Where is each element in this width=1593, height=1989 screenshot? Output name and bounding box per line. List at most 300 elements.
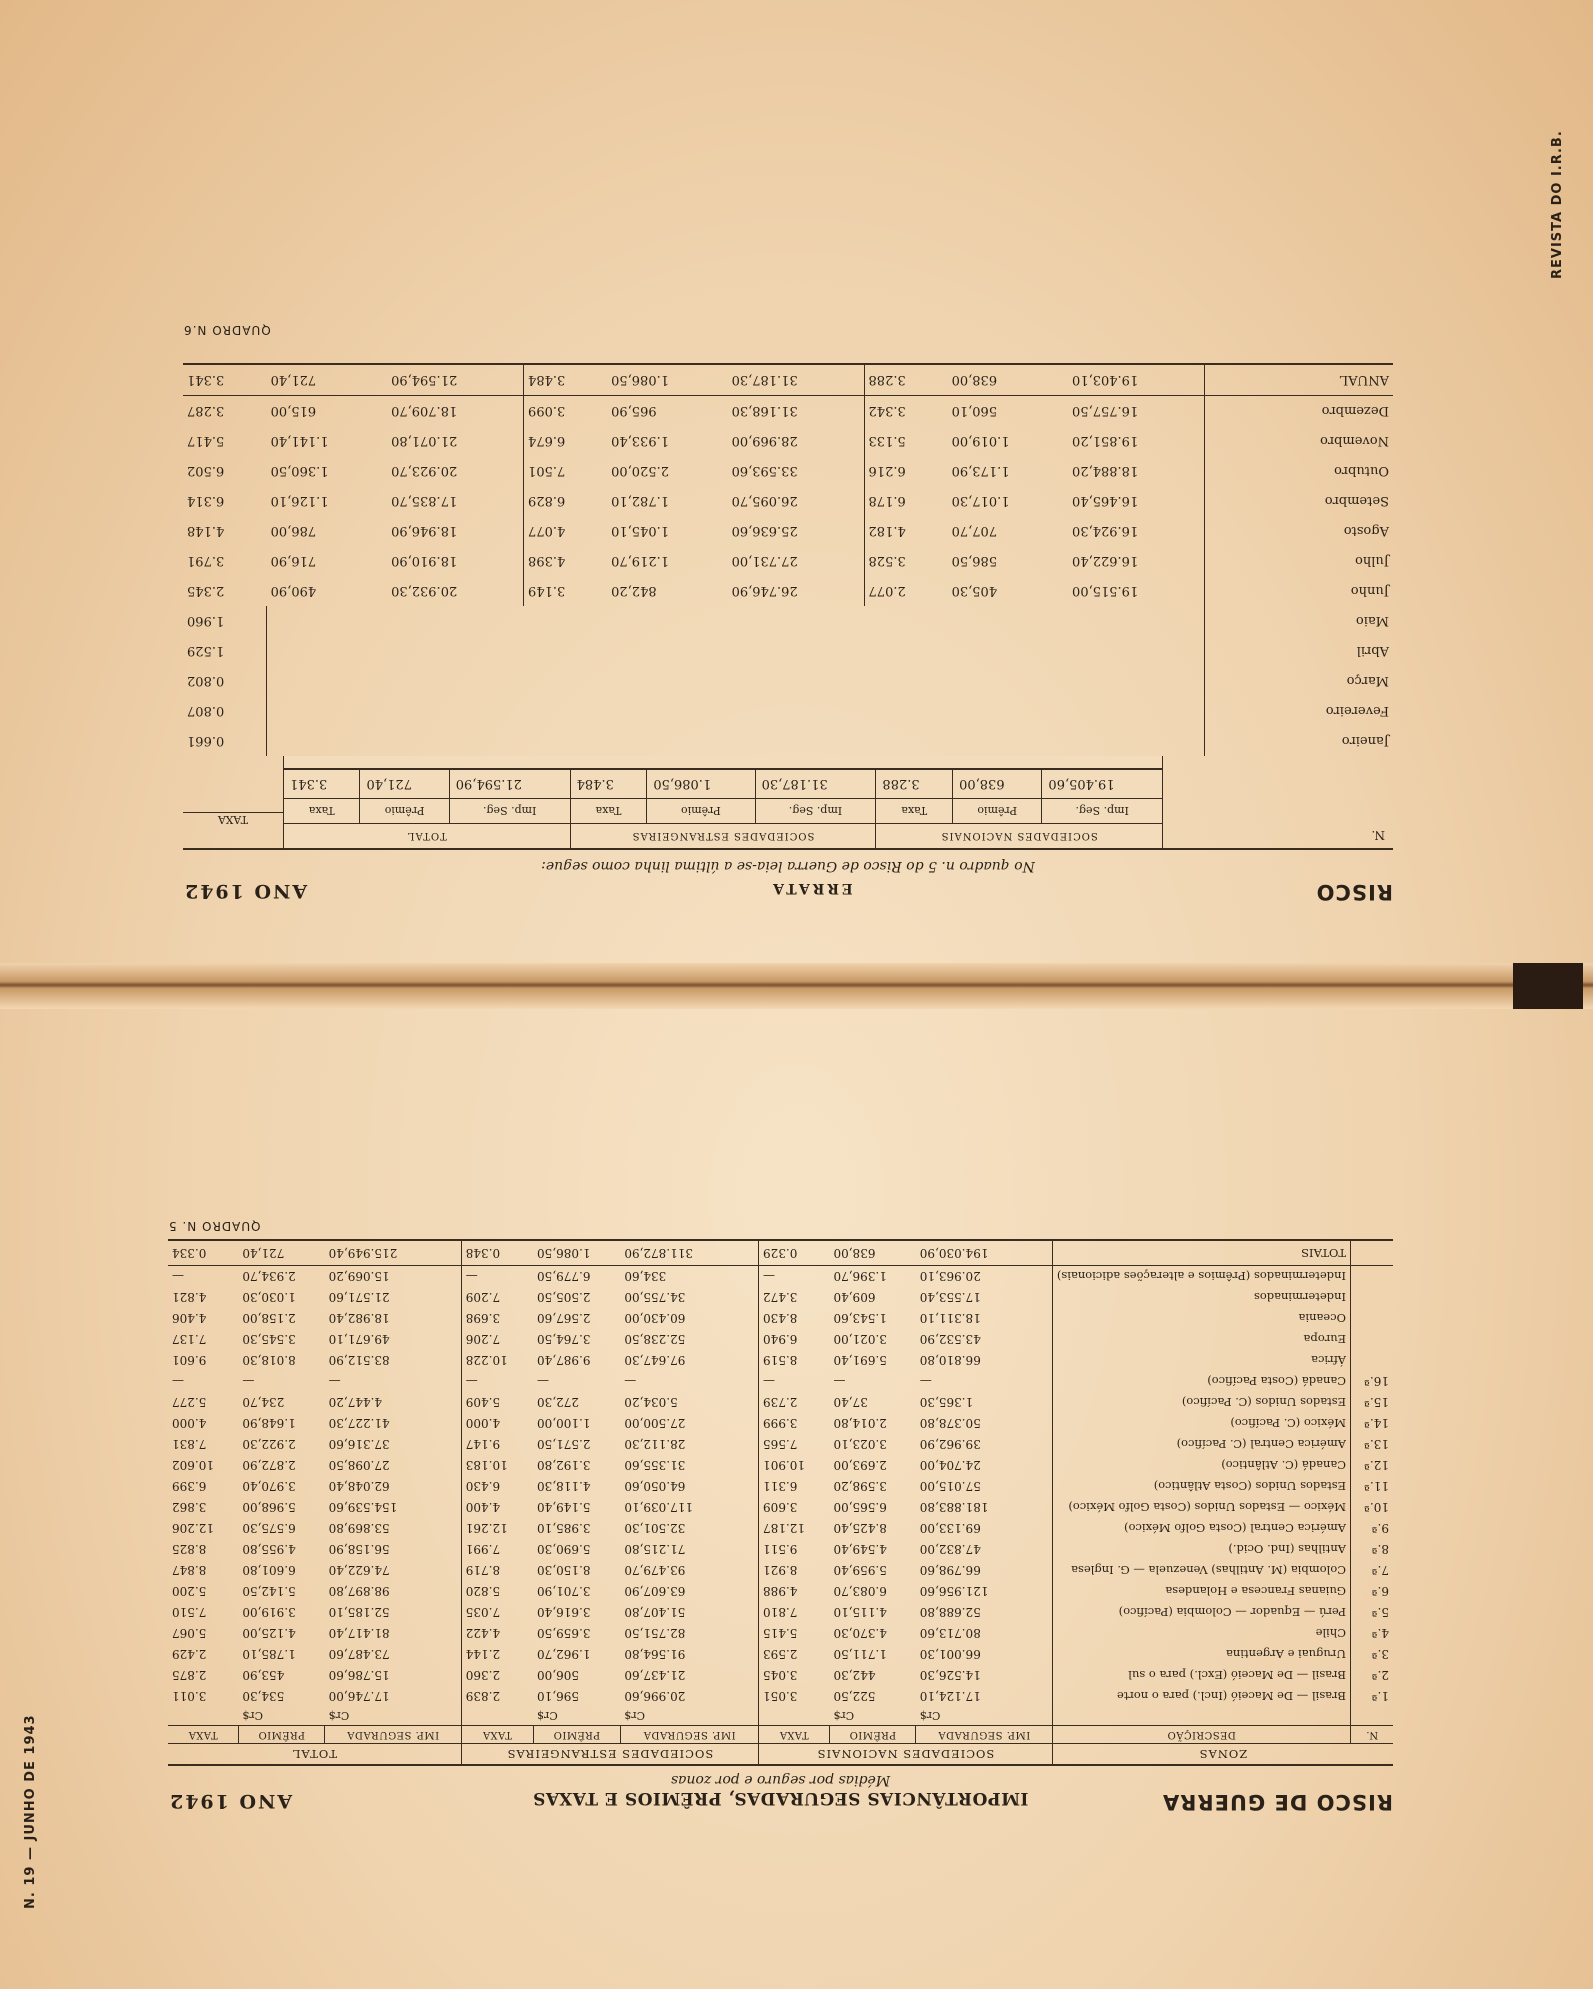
value-cell: 6.601,80: [242, 1563, 296, 1578]
value-cell: 3.011: [172, 1689, 207, 1704]
column-header: PRÊMIO: [829, 1726, 915, 1744]
value-cell: 2.520,00: [611, 463, 669, 479]
value-cell: 2.693,00: [833, 1458, 887, 1473]
value-cell: 2.144: [461, 1644, 533, 1665]
month-label: Julho: [1205, 546, 1394, 576]
month-label: Outubro: [1205, 456, 1394, 486]
value-cell: 8.018,30: [242, 1353, 296, 1368]
table-row: [168, 1371, 1393, 1392]
zone-number: 9.ª: [1351, 1518, 1394, 1539]
value-cell: 17.835,70: [391, 493, 458, 509]
value-cell: 91.564,80: [624, 1647, 686, 1662]
cell-empty: [461, 1707, 533, 1726]
q5-heading-left: RISCO DE GUERRA: [1162, 1790, 1393, 1814]
month-label: Junho: [1205, 576, 1394, 606]
total-cell: 0.348: [461, 1240, 533, 1266]
value-cell: 490,90: [270, 583, 317, 599]
value-cell: 37,40: [833, 1395, 868, 1410]
taxa-cell: 4.148: [187, 523, 225, 539]
value-cell: 1.785,10: [242, 1647, 296, 1662]
value-cell: 154.539,60: [328, 1500, 398, 1515]
value-cell: 5.959,40: [833, 1563, 887, 1578]
month-row: [183, 576, 1393, 606]
value-cell: 3.342: [864, 396, 948, 427]
value-cell: 522,50: [833, 1689, 876, 1704]
total-cell: 0.334: [168, 1240, 238, 1266]
value-cell: 9.987,40: [537, 1353, 591, 1368]
value-cell: 8.519: [759, 1350, 830, 1371]
zone-description: Antilhas (Ind. Ocid.): [1052, 1539, 1350, 1560]
taxa-cell: 6.502: [187, 463, 225, 479]
value-cell: 1.360,50: [270, 463, 329, 479]
cell-empty: [1351, 1707, 1394, 1726]
cell-empty: [1052, 1707, 1350, 1726]
column-header: Imp. Seg.: [449, 799, 570, 824]
month-label: Fevereiro: [1205, 696, 1394, 726]
column-header: TAXA: [461, 1726, 533, 1744]
value-cell: 2.839: [461, 1686, 533, 1707]
table-row: [168, 1308, 1393, 1329]
value-cell: 786,00: [270, 523, 317, 539]
zone-description: México — Estados Unidos (Costa Golfo México): [1052, 1497, 1350, 1518]
value-cell: 4.370,30: [833, 1626, 887, 1641]
month-row: [183, 396, 1393, 427]
value-cell: 66.810,80: [919, 1353, 981, 1368]
value-cell: 1.030,30: [242, 1290, 296, 1305]
value-cell: 615,00: [270, 403, 317, 419]
value-cell: 6.216: [864, 456, 948, 486]
total-cell: 721,40: [238, 1240, 324, 1266]
value-cell: 3.862: [172, 1500, 207, 1515]
table-row: [168, 1476, 1393, 1497]
value-cell: 3.023,10: [833, 1437, 887, 1452]
value-cell: 7.565: [759, 1434, 830, 1455]
value-cell: 8.425,40: [833, 1521, 887, 1536]
value-cell: 15.069,20: [328, 1269, 390, 1284]
value-cell: 716,90: [270, 553, 317, 569]
value-cell: 52.238,50: [624, 1332, 686, 1347]
value-cell: 5.149,40: [537, 1500, 591, 1515]
group-header: TOTAL: [284, 824, 570, 850]
zone-description: Estados Unidos (C. Pacífico): [1052, 1392, 1350, 1413]
value-cell: 63.607,90: [624, 1584, 686, 1599]
zone-number: 6.ª: [1351, 1581, 1394, 1602]
value-cell: 3.985,10: [537, 1521, 591, 1536]
zone-description: Europa: [1052, 1329, 1350, 1350]
running-head-right: REVISTA DO I.R.B.: [1550, 130, 1565, 279]
value-cell: 2.077: [864, 576, 948, 606]
zone-number: [1351, 1329, 1394, 1350]
value-cell: 64.050,60: [624, 1479, 686, 1494]
value-cell: 2.567,60: [537, 1311, 591, 1326]
value-cell: 6.430: [461, 1476, 533, 1497]
cell-empty: [267, 726, 1205, 756]
value-cell: 25.636,60: [731, 523, 798, 539]
value-cell: 506,00: [537, 1668, 580, 1683]
zone-description: Perú — Equador — Colombia (Pacífico): [1052, 1602, 1350, 1623]
value-cell: 49.671,10: [328, 1332, 390, 1347]
zone-number: 10.ª: [1351, 1497, 1394, 1518]
value-cell: 80.713,60: [919, 1626, 981, 1641]
value-cell: 16.465,40: [1072, 493, 1139, 509]
value-cell: 18.982,40: [328, 1311, 390, 1326]
value-cell: 6.829: [524, 486, 608, 516]
value-cell: 6.399: [172, 1479, 207, 1494]
table-row: [168, 1392, 1393, 1413]
value-cell: 10.602: [172, 1458, 214, 1473]
table-row: [168, 1287, 1393, 1308]
value-cell: 98.897,80: [328, 1584, 390, 1599]
quadro-6: [183, 323, 1393, 904]
month-row: [183, 426, 1393, 456]
errata-heading: ERRATA: [770, 880, 853, 896]
table-row: [168, 1497, 1393, 1518]
value-cell: 4.447,20: [328, 1395, 383, 1410]
value-cell: 7.510: [172, 1605, 207, 1620]
errata-cell: 1.086,50: [647, 769, 755, 799]
zone-number: 12.ª: [1351, 1455, 1394, 1476]
column-header: IMP. SEGURADA: [620, 1726, 758, 1744]
total-cell: 0.329: [759, 1240, 830, 1266]
column-header: Taxa: [876, 799, 953, 824]
errata-cell: 721,40: [360, 769, 449, 799]
value-cell: 4.115,10: [833, 1605, 887, 1620]
value-cell: 8.430: [759, 1308, 830, 1329]
total-cell: 311.872,90: [620, 1240, 758, 1266]
zone-number: [1351, 1266, 1394, 1288]
value-cell: 1.100,00: [537, 1416, 591, 1431]
value-cell: 4.406: [172, 1311, 207, 1326]
currency-label: Cr$: [624, 1709, 645, 1723]
zone-number: 15.ª: [1351, 1392, 1394, 1413]
value-cell: 5.409: [461, 1392, 533, 1413]
value-cell: 842,20: [611, 583, 657, 599]
value-cell: 4.400: [461, 1497, 533, 1518]
table-row: [168, 1539, 1393, 1560]
table-row: [168, 1455, 1393, 1476]
value-cell: 21.594,90: [387, 364, 523, 396]
value-cell: 1.173,90: [951, 463, 1010, 479]
zone-description: Estados Unidos (Costa Atlântico): [1052, 1476, 1350, 1497]
currency-row: [168, 1707, 1393, 1726]
value-cell: —: [759, 1266, 830, 1288]
currency-label: Cr$: [919, 1709, 941, 1723]
value-cell: 69.133,00: [919, 1521, 981, 1536]
value-cell: 5.691,40: [833, 1353, 887, 1368]
value-cell: 17.553,40: [919, 1290, 981, 1305]
value-cell: —: [328, 1374, 341, 1389]
column-header: TAXA: [759, 1726, 830, 1744]
value-cell: 81.417,40: [328, 1626, 390, 1641]
value-cell: 41.227,30: [328, 1416, 390, 1431]
value-cell: 52.688,80: [919, 1605, 981, 1620]
value-cell: 2.571,50: [537, 1437, 591, 1452]
month-row: [183, 726, 1393, 756]
value-cell: 721,40: [267, 364, 387, 396]
value-cell: 93.479,70: [624, 1563, 686, 1578]
currency-label: Cr$: [833, 1709, 855, 1723]
value-cell: 2.505,50: [537, 1290, 591, 1305]
value-cell: 19.403,10: [1068, 364, 1204, 396]
value-cell: 97.647,30: [624, 1353, 686, 1368]
taxa-cell: 3.791: [187, 553, 225, 569]
taxa-cell: 3.341: [183, 364, 267, 396]
value-cell: 3.999: [759, 1413, 830, 1434]
value-cell: —: [537, 1374, 550, 1389]
value-cell: 32.501,30: [624, 1521, 686, 1536]
cell-empty: [1351, 1240, 1394, 1266]
value-cell: 6.083,70: [833, 1584, 887, 1599]
value-cell: 121.956,60: [919, 1584, 989, 1599]
month-label: Março: [1205, 666, 1394, 696]
value-cell: 1.219,70: [611, 553, 669, 569]
table-row: [168, 1518, 1393, 1539]
value-cell: 2.739: [759, 1392, 830, 1413]
cell-empty: [168, 1707, 238, 1726]
value-cell: 18.946,90: [391, 523, 458, 539]
value-cell: 3.528: [864, 546, 948, 576]
month-row: [183, 636, 1393, 666]
value-cell: 18.311,10: [919, 1311, 981, 1326]
month-label: Dezembro: [1205, 396, 1394, 427]
zone-number: 3.ª: [1351, 1644, 1394, 1665]
errata-cell: 3.341: [284, 769, 360, 799]
month-label: ANUAL: [1205, 364, 1394, 396]
value-cell: 5.820: [461, 1581, 533, 1602]
taxa-cell: 0.802: [187, 673, 225, 689]
value-cell: 17.746,00: [328, 1689, 390, 1704]
zone-description: México (C. Pacífico): [1052, 1413, 1350, 1434]
value-cell: 7.831: [172, 1437, 207, 1452]
q6-heading-right: ANO 1942: [183, 880, 308, 902]
value-cell: 66.001,30: [919, 1647, 981, 1662]
value-cell: 31.187,30: [728, 364, 864, 396]
currency-label: Cr$: [537, 1709, 558, 1723]
totals-label: TOTAIS: [1052, 1240, 1350, 1266]
value-cell: 2.429: [172, 1647, 207, 1662]
table-row: [168, 1686, 1393, 1707]
zone-number: [1351, 1287, 1394, 1308]
value-cell: 28.112,30: [624, 1437, 686, 1452]
column-header: Imp. Seg.: [1042, 799, 1162, 824]
zone-number: 8.ª: [1351, 1539, 1394, 1560]
value-cell: 60.430,00: [624, 1311, 686, 1326]
value-cell: 3.192,80: [537, 1458, 591, 1473]
value-cell: 8.825: [172, 1542, 207, 1557]
value-cell: 31.355,60: [624, 1458, 686, 1473]
value-cell: 5.200: [172, 1584, 207, 1599]
value-cell: —: [833, 1374, 846, 1389]
value-cell: 31.168,30: [731, 403, 798, 419]
month-row: [183, 606, 1393, 636]
value-cell: 12.206: [172, 1521, 214, 1536]
value-cell: 20.963,10: [919, 1269, 981, 1284]
value-cell: 453,90: [242, 1668, 285, 1683]
value-cell: 405,30: [951, 583, 998, 599]
value-cell: 83.512,90: [328, 1353, 390, 1368]
value-cell: 5.968,00: [242, 1500, 296, 1515]
month-row: [183, 456, 1393, 486]
value-cell: 3.051: [759, 1686, 830, 1707]
value-cell: 3.021,00: [833, 1332, 887, 1347]
zone-description: Colombia (M. Antilhas) Venezuela — G. Inglesa: [1052, 1560, 1350, 1581]
value-cell: 10.183: [461, 1455, 533, 1476]
value-cell: 37.316,60: [328, 1437, 390, 1452]
value-cell: 3.698: [461, 1308, 533, 1329]
value-cell: 3.099: [524, 396, 608, 427]
binding-shadow: [1513, 963, 1583, 1009]
column-header: Taxa: [284, 799, 360, 824]
cell-empty: [267, 636, 1205, 666]
value-cell: 16.757,50: [1072, 403, 1139, 419]
value-cell: 62.048,40: [328, 1479, 390, 1494]
column-header: Taxa: [570, 799, 647, 824]
value-cell: 16.924,30: [1072, 523, 1139, 539]
totals-row: [168, 1240, 1393, 1266]
value-cell: 28.969,00: [731, 433, 798, 449]
running-head-left: N. 19 — JUNHO DE 1943: [23, 1714, 38, 1909]
month-label: Maio: [1205, 606, 1394, 636]
table-row: [168, 1581, 1393, 1602]
zonas-header: ZONAS: [1052, 1744, 1393, 1766]
month-row: [183, 486, 1393, 516]
value-cell: 5.034,20: [624, 1395, 678, 1410]
q6-col-n: N.: [1371, 828, 1385, 842]
value-cell: 20.996,60: [624, 1689, 686, 1704]
value-cell: 20.932,30: [391, 583, 458, 599]
value-cell: 1.086,50: [607, 364, 727, 396]
errata-cell: 638,00: [953, 769, 1042, 799]
value-cell: 6.940: [759, 1329, 830, 1350]
value-cell: 181.883,80: [919, 1500, 989, 1515]
value-cell: 8.921: [759, 1560, 830, 1581]
value-cell: 3.545,30: [242, 1332, 296, 1347]
value-cell: 4.077: [524, 516, 608, 546]
taxa-cell: 1.529: [187, 643, 225, 659]
value-cell: 1.017,30: [951, 493, 1010, 509]
value-cell: 1.543,60: [833, 1311, 887, 1326]
q5-quadro-label: QUADRO N. 5: [168, 1219, 261, 1233]
q6-heading-left: RISCO: [1315, 880, 1393, 904]
value-cell: 21.571,60: [328, 1290, 390, 1305]
group-header: SOCIEDADES ESTRANGEIRAS: [570, 824, 876, 850]
value-cell: 609,40: [833, 1290, 876, 1305]
value-cell: 18.884,20: [1072, 463, 1139, 479]
value-cell: 19.851,20: [1072, 433, 1139, 449]
month-label: Abril: [1205, 636, 1394, 666]
q5-title: IMPORTÂNCIAS SEGURADAS, PRÊMIOS E TAXAS: [532, 1788, 1029, 1808]
value-cell: 34.755,00: [624, 1290, 686, 1305]
value-cell: 52.185,10: [328, 1605, 390, 1620]
value-cell: 16.622,40: [1072, 553, 1139, 569]
value-cell: 586,50: [951, 553, 998, 569]
value-cell: 272,30: [537, 1395, 580, 1410]
column-header: PRÊMIO: [533, 1726, 620, 1744]
errata-cell: 3.484: [570, 769, 647, 799]
quadro-5: [168, 1219, 1393, 1814]
value-cell: 14.526,30: [919, 1668, 981, 1683]
value-cell: 5.690,30: [537, 1542, 591, 1557]
value-cell: 27.098,50: [328, 1458, 390, 1473]
value-cell: 1.141,40: [270, 433, 329, 449]
column-header: IMP. SEGURADA: [325, 1726, 462, 1744]
value-cell: 3.484: [524, 364, 608, 396]
value-cell: 4.422: [461, 1623, 533, 1644]
value-cell: —: [172, 1269, 184, 1284]
value-cell: 234,70: [242, 1395, 285, 1410]
value-cell: 1.396,70: [833, 1269, 887, 1284]
value-cell: 19.515,00: [1072, 583, 1139, 599]
value-cell: 3.764,50: [537, 1332, 591, 1347]
q5-subtitle: Médias por seguro e por zonas: [670, 1772, 891, 1788]
book-spine: [0, 963, 1593, 1009]
value-cell: 1.962,70: [537, 1647, 591, 1662]
value-cell: —: [919, 1374, 932, 1389]
zone-description: Uruguai e Argentina: [1052, 1644, 1350, 1665]
value-cell: 7.991: [461, 1539, 533, 1560]
taxa-cell: 1.960: [187, 613, 225, 629]
value-cell: 4.955,80: [242, 1542, 296, 1557]
value-cell: 6.575,30: [242, 1521, 296, 1536]
value-cell: 3.149: [524, 576, 608, 606]
q6-col-taxa: TAXA: [183, 812, 283, 826]
value-cell: 2.922,30: [242, 1437, 296, 1452]
value-cell: 18.709,70: [391, 403, 458, 419]
value-cell: 33.593,60: [731, 463, 798, 479]
total-cell: 194.030,90: [916, 1240, 1053, 1266]
value-cell: 965,90: [611, 403, 657, 419]
currency-label: Cr$: [328, 1709, 350, 1723]
zone-number: 16.ª: [1351, 1371, 1394, 1392]
column-header: Prêmio: [360, 799, 449, 824]
zone-number: 4.ª: [1351, 1623, 1394, 1644]
zone-description: América Central (Costa Golfo México): [1052, 1518, 1350, 1539]
table-row: [168, 1602, 1393, 1623]
group-header: SOCIEDADES NACIONAIS: [759, 1744, 1053, 1766]
value-cell: 334,60: [624, 1269, 667, 1284]
zone-description: Indeterminados: [1052, 1287, 1350, 1308]
zone-description: Indeterminados (Prêmios e alterações adicionais): [1052, 1266, 1350, 1288]
value-cell: 12.261: [461, 1518, 533, 1539]
zone-number: [1351, 1350, 1394, 1371]
cell-empty: [267, 696, 1205, 726]
value-cell: 2.934,70: [242, 1269, 296, 1284]
value-cell: 7.035: [461, 1602, 533, 1623]
value-cell: 3.659,50: [537, 1626, 591, 1641]
zone-number: 1.ª: [1351, 1686, 1394, 1707]
cell-empty: [267, 606, 1205, 636]
value-cell: 26.746,90: [731, 583, 798, 599]
value-cell: 1.933,40: [611, 433, 669, 449]
column-header: Prêmio: [953, 799, 1042, 824]
table-row: [168, 1266, 1393, 1288]
value-cell: —: [624, 1374, 637, 1389]
total-cell: 1.086,50: [533, 1240, 620, 1266]
value-cell: 6.779,50: [537, 1269, 591, 1284]
value-cell: 74.622,40: [328, 1563, 390, 1578]
value-cell: 6.178: [864, 486, 948, 516]
errata-cell: 19.405,60: [1042, 769, 1162, 799]
zone-description: Oceania: [1052, 1308, 1350, 1329]
taxa-cell: 3.287: [187, 403, 225, 419]
value-cell: 27.731,00: [731, 553, 798, 569]
table-row: [168, 1644, 1393, 1665]
value-cell: 4.182: [864, 516, 948, 546]
value-cell: 4.549,40: [833, 1542, 887, 1557]
table-row: [168, 1413, 1393, 1434]
value-cell: 7.209: [461, 1287, 533, 1308]
month-row: [183, 546, 1393, 576]
